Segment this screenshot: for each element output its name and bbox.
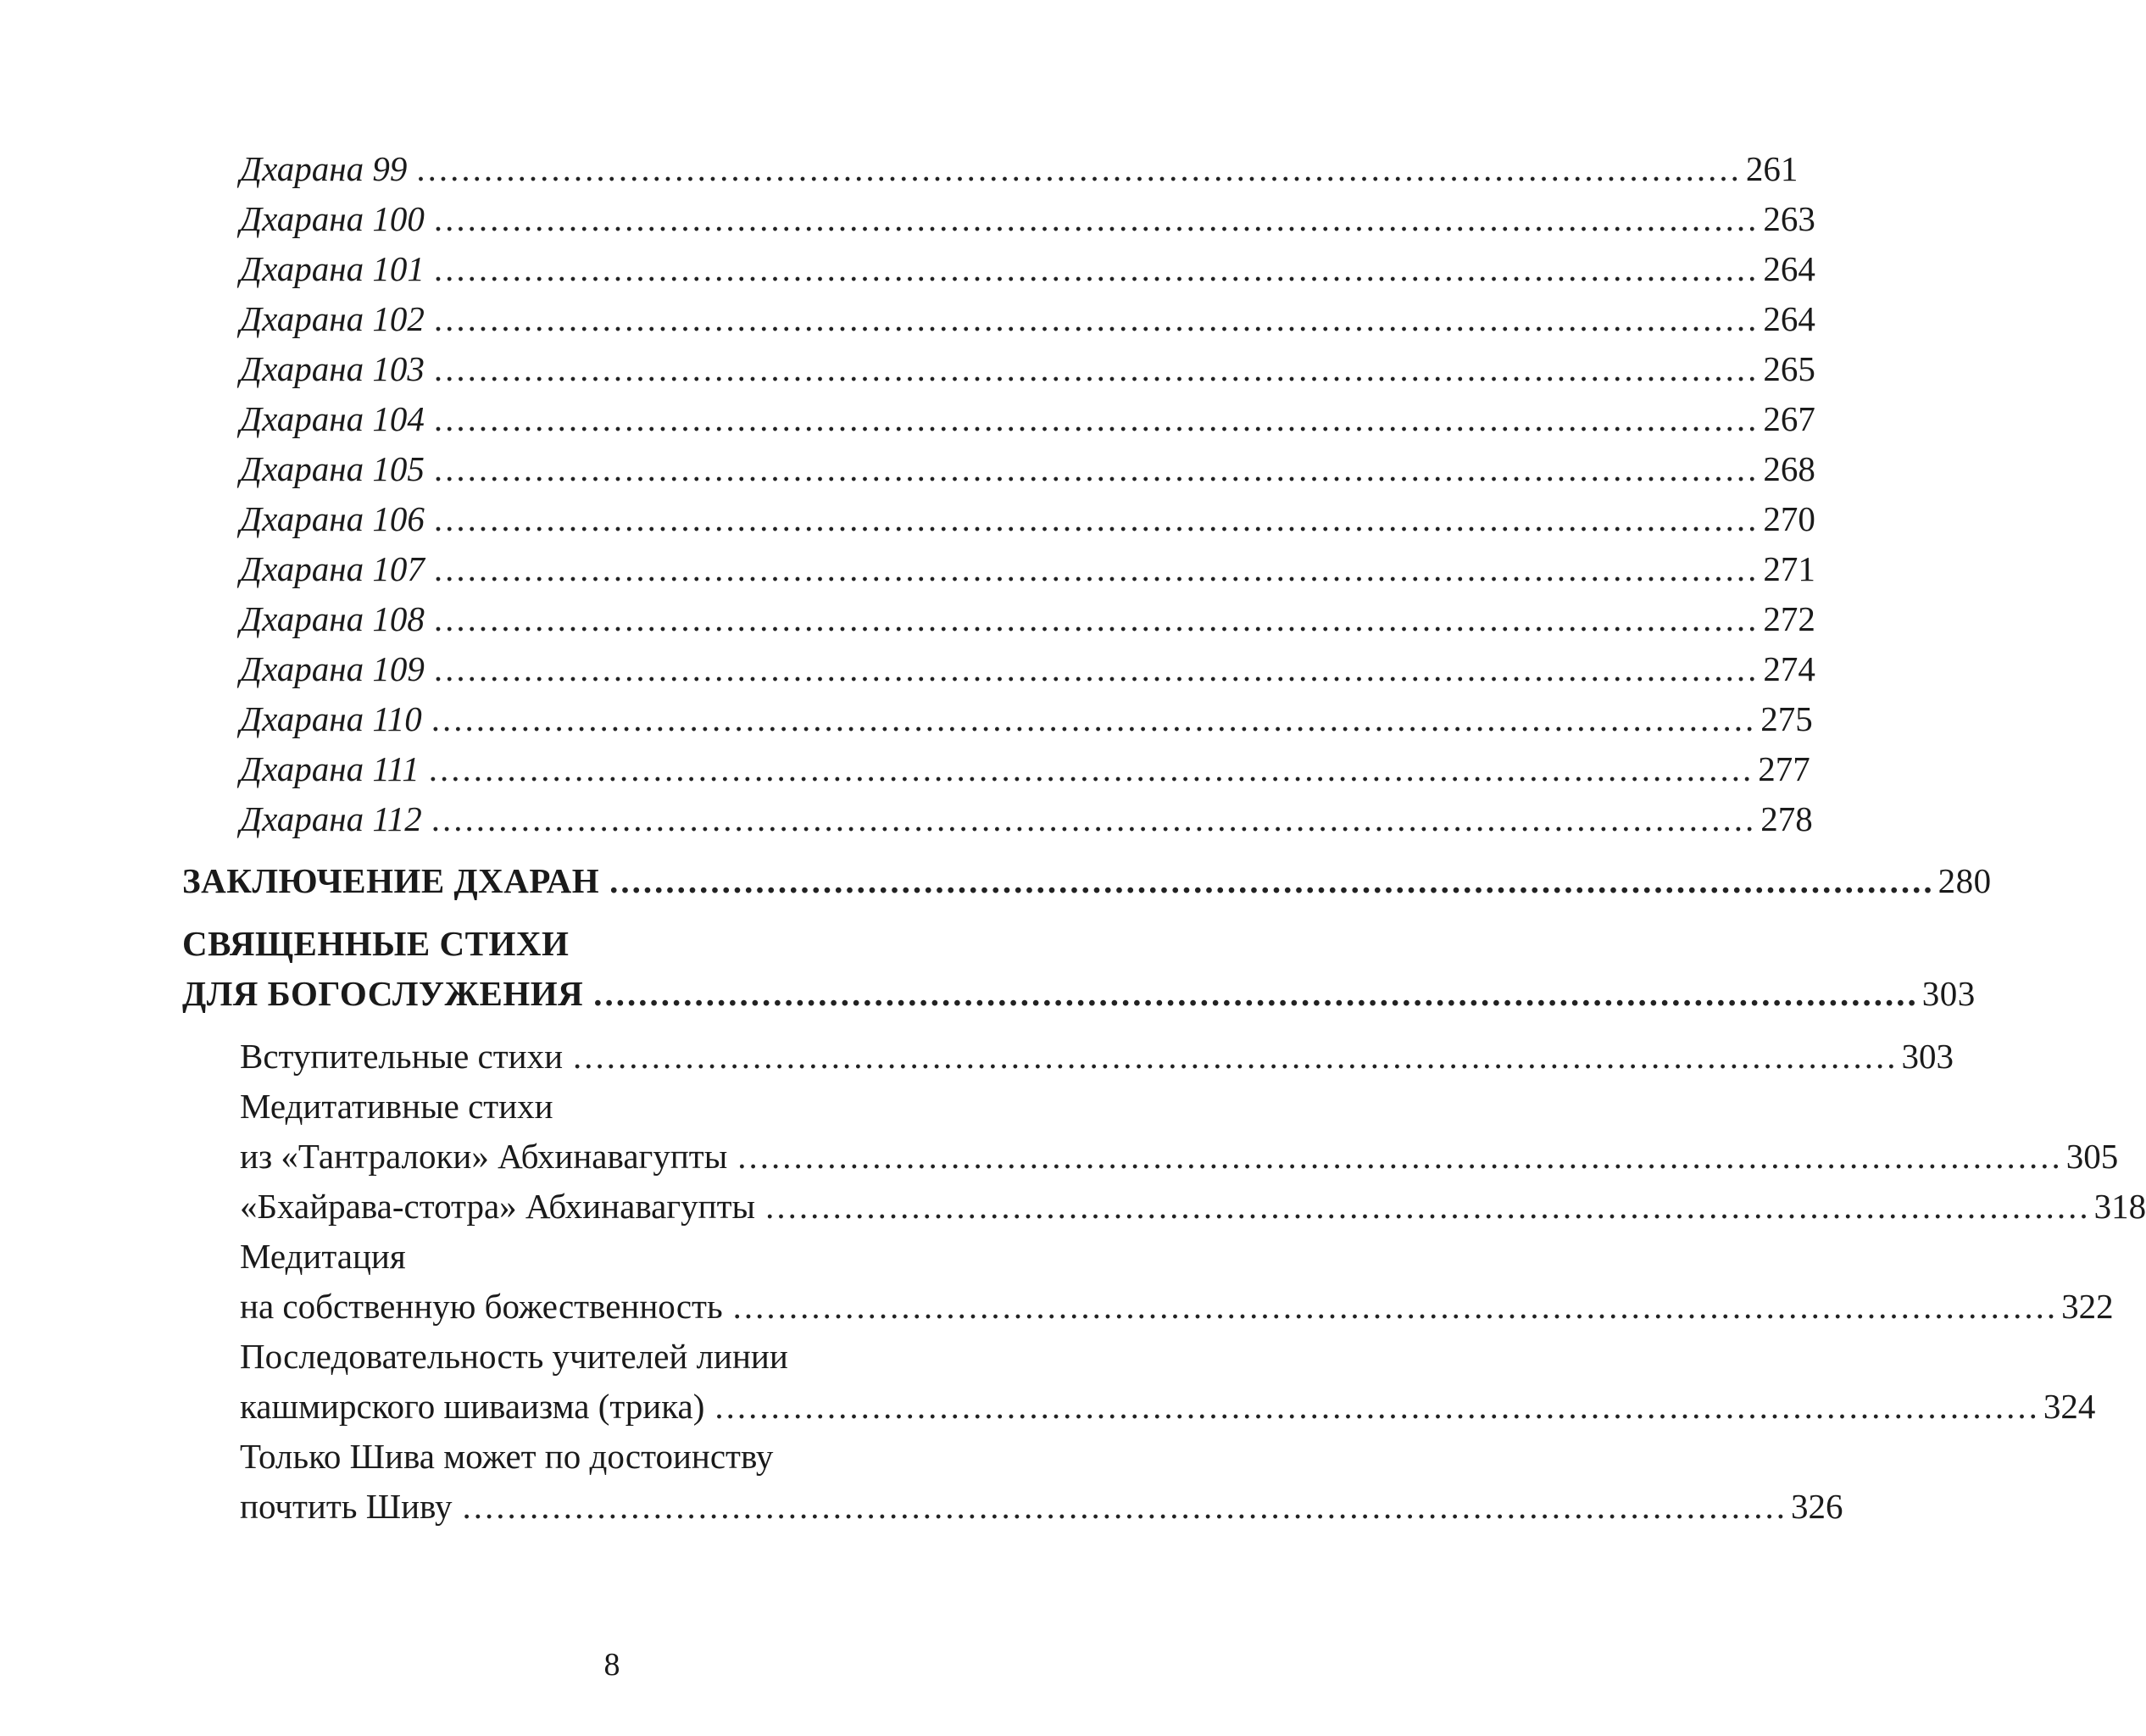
dot-leader: ......................................................................................................................	[732, 1287, 2059, 1326]
toc-entry-dharana-105[interactable]	[240, 447, 1815, 491]
dot-leader: ......................................................................................................................	[434, 599, 1760, 638]
entry-page-number: 264	[1763, 299, 1815, 338]
toc-entry-dharana-104[interactable]	[240, 397, 1815, 441]
dot-leader: ......................................................................................................................	[714, 1387, 2040, 1426]
entry-label: Дхарана 101	[240, 249, 425, 288]
entry-label: Дхарана 102	[240, 299, 425, 338]
entry-label: почтить Шиву	[240, 1487, 453, 1526]
entry-page-number: 275	[1760, 699, 1813, 738]
entry-page-number: 265	[1763, 349, 1815, 388]
entry-label-line: Последовательность учителей линии	[240, 1337, 788, 1376]
entry-page-number: 303	[1901, 1037, 1954, 1076]
dot-leader: ......................................................................................................................	[609, 861, 1935, 900]
entry-page-number: 274	[1763, 649, 1815, 688]
entry-label: Дхарана 110	[240, 699, 422, 738]
entry-page-number: 263	[1763, 199, 1815, 238]
entry-label: Дхарана 100	[240, 199, 425, 238]
section-title-line: СВЯЩЕННЫЕ СТИХИ	[182, 924, 570, 963]
entry-label: Дхарана 106	[240, 499, 425, 538]
entry-label: Дхарана 111	[240, 749, 420, 788]
entry-label: кашмирского шиваизма (трика)	[240, 1387, 705, 1426]
entry-label: на собственную божественность	[240, 1287, 723, 1326]
section-page-number: 280	[1938, 861, 1992, 900]
toc-section-conclusion[interactable]	[182, 859, 1992, 903]
toc-entry-dharana-100[interactable]	[240, 197, 1815, 241]
entry-page-number: 267	[1763, 399, 1815, 438]
toc-entry-dharana-110[interactable]	[240, 697, 1813, 741]
entry-page-number: 272	[1763, 599, 1815, 638]
toc-entry-dharana-112[interactable]	[240, 797, 1813, 841]
dot-leader: ......................................................................................................................	[434, 549, 1760, 588]
entry-label: Дхарана 112	[240, 799, 422, 838]
entry-label: Дхарана 104	[240, 399, 425, 438]
toc-entry-dharana-99[interactable]	[240, 147, 1799, 191]
dot-leader: ......................................................................................................................	[434, 499, 1760, 538]
section-title: ЗАКЛЮЧЕНИЕ ДХАРАН	[182, 861, 600, 900]
toc-entry-dharana-101[interactable]	[240, 247, 1815, 291]
dot-leader: ......................................................................................................................	[434, 199, 1760, 238]
toc-entry-dharana-111[interactable]	[240, 747, 1810, 791]
dot-leader: ......................................................................................................................	[737, 1137, 2063, 1176]
dot-leader: ......................................................................................................................	[431, 799, 1758, 838]
entry-page-number: 324	[2043, 1387, 2096, 1426]
toc-entry-dharana-108[interactable]	[240, 597, 1815, 641]
entry-label: «Бхайрава-стотра» Абхинавагупты	[240, 1187, 756, 1226]
dot-leader: ......................................................................................................................	[429, 749, 1755, 788]
entry-label: Дхарана 108	[240, 599, 425, 638]
toc-entry-meditation[interactable]	[240, 1284, 2114, 1328]
entry-label: Дхарана 99	[240, 149, 408, 188]
dot-leader: ......................................................................................................................	[434, 349, 1760, 388]
dot-leader: ......................................................................................................................	[434, 249, 1760, 288]
entry-page-number: 271	[1763, 549, 1815, 588]
entry-page-number: 270	[1763, 499, 1815, 538]
entry-page-number: 277	[1758, 749, 1810, 788]
entry-page-number: 322	[2061, 1287, 2114, 1326]
toc-entry-meditative-verses[interactable]	[240, 1134, 2119, 1178]
entry-label: Вступительные стихи	[240, 1037, 564, 1076]
dot-leader: ......................................................................................................................	[431, 699, 1758, 738]
entry-label: Дхарана 109	[240, 649, 425, 688]
toc-entry-dharana-109[interactable]	[240, 647, 1815, 691]
toc-entry-dharana-106[interactable]	[240, 497, 1815, 541]
entry-label: из «Тантралоки» Абхинавагупты	[240, 1137, 728, 1176]
entry-page-number: 261	[1745, 149, 1799, 188]
entry-label: Дхарана 103	[240, 349, 425, 388]
entry-label: Дхарана 105	[240, 449, 425, 488]
section-page-number: 303	[1921, 974, 1976, 1013]
toc-section-sacred-verses[interactable]	[182, 971, 1976, 1015]
page-number: 8	[603, 1647, 620, 1683]
entry-page-number: 305	[2065, 1137, 2119, 1176]
entry-page-number: 326	[1790, 1487, 1843, 1526]
dot-leader: ......................................................................................................................	[434, 649, 1760, 688]
toc-entry-teachers-lineage[interactable]	[240, 1384, 2096, 1428]
entry-label-line: Медитативные стихи	[240, 1087, 553, 1126]
entry-page-number: 278	[1760, 799, 1813, 838]
dot-leader: ......................................................................................................................	[573, 1037, 1899, 1076]
dot-leader: ......................................................................................................................	[434, 299, 1760, 338]
toc-entry-dharana-102[interactable]	[240, 297, 1815, 341]
dot-leader: ......................................................................................................................	[462, 1487, 1787, 1526]
entry-page-number: 268	[1763, 449, 1815, 488]
toc-entry-only-shiva[interactable]	[240, 1484, 1843, 1528]
dot-leader: ......................................................................................................................	[434, 399, 1760, 438]
toc-entry-dharana-103[interactable]	[240, 347, 1815, 391]
dot-leader: ......................................................................................................................	[417, 149, 1743, 188]
dot-leader: ......................................................................................................................	[765, 1187, 2091, 1226]
toc-entry-introductory-verses[interactable]	[240, 1034, 1954, 1078]
dot-leader: ......................................................................................................................	[434, 449, 1760, 488]
entry-page-number: 318	[2093, 1187, 2146, 1226]
entry-label: Дхарана 107	[240, 549, 425, 588]
toc-entry-bhairava-stotra[interactable]	[240, 1184, 2146, 1228]
entry-page-number: 264	[1763, 249, 1815, 288]
section-title: ДЛЯ БОГОСЛУЖЕНИЯ	[182, 974, 584, 1013]
entry-label-line: Медитация	[240, 1237, 406, 1276]
dot-leader: ......................................................................................................................	[593, 974, 1919, 1013]
entry-label-line: Только Шива может по достоинству	[240, 1437, 774, 1476]
toc-entry-dharana-107[interactable]	[240, 547, 1815, 591]
